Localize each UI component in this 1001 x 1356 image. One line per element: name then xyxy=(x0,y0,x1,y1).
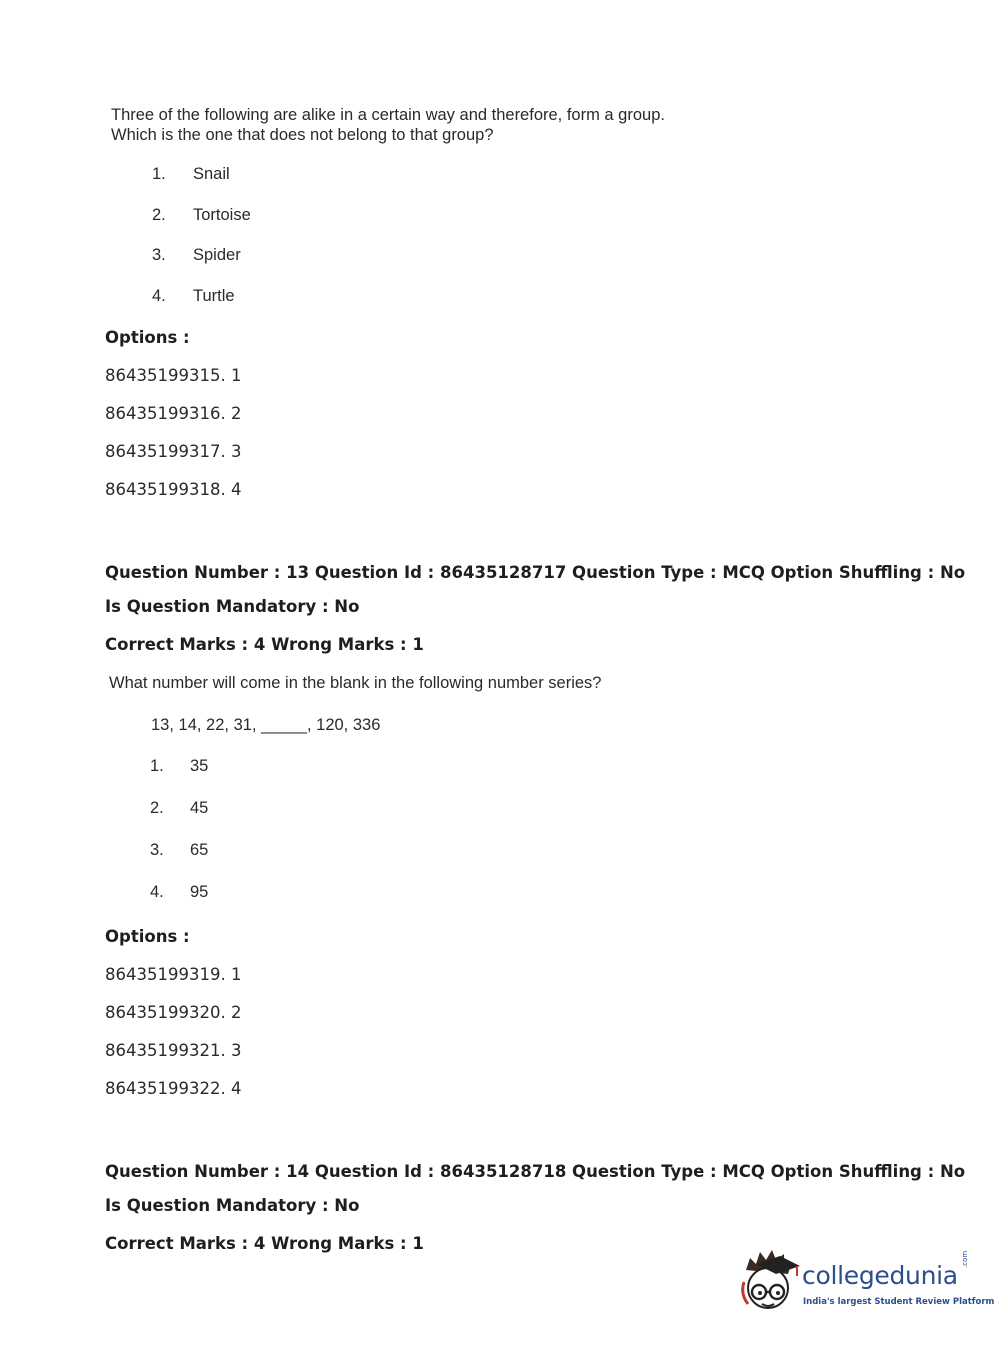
q13-mandatory: Is Question Mandatory : No xyxy=(105,597,360,616)
q14-header: Question Number : 14 Question Id : 86435128718 Question Type : MCQ Option Shuffling : No xyxy=(105,1162,966,1181)
q13-series: 13, 14, 22, 31, _____, 120, 336 xyxy=(151,716,381,734)
q14-marks: Correct Marks : 4 Wrong Marks : 1 xyxy=(105,1234,424,1253)
q12-choice-1: 1. Snail xyxy=(152,165,230,183)
q12-option-1: 86435199315. 1 xyxy=(105,366,242,385)
mascot-icon xyxy=(740,1248,802,1318)
q12-stem: Three of the following are alike in a certain way and therefore, form a group. Which is the one that does not belong to that group? xyxy=(111,106,665,144)
q13-option-3: 86435199321. 3 xyxy=(105,1041,242,1060)
logo-suffix: .com xyxy=(961,1250,969,1268)
q13-choice-3: 3. 65 xyxy=(150,841,209,859)
q13-choice-2: 2. 45 xyxy=(150,799,209,817)
logo-wordmark: collegedunia xyxy=(802,1261,958,1290)
q12-option-4: 86435199318. 4 xyxy=(105,480,242,499)
q13-header: Question Number : 13 Question Id : 86435128717 Question Type : MCQ Option Shuffling : No xyxy=(105,563,966,582)
q12-option-3: 86435199317. 3 xyxy=(105,442,242,461)
q13-option-4: 86435199322. 4 xyxy=(105,1079,242,1098)
q13-stem: What number will come in the blank in the following number series? xyxy=(109,674,602,692)
q13-marks: Correct Marks : 4 Wrong Marks : 1 xyxy=(105,635,424,654)
q13-options-label: Options : xyxy=(105,927,190,946)
q13-choice-1: 1. 35 xyxy=(150,757,209,775)
q13-option-2: 86435199320. 2 xyxy=(105,1003,242,1022)
q12-choice-3: 3. Spider xyxy=(152,246,241,264)
logo-tagline: India's largest Student Review Platform xyxy=(803,1297,995,1307)
q12-choice-4: 4. Turtle xyxy=(152,287,235,305)
q12-choice-2: 2. Tortoise xyxy=(152,206,251,224)
q13-choice-4: 4. 95 xyxy=(150,883,209,901)
q14-mandatory: Is Question Mandatory : No xyxy=(105,1196,360,1215)
collegedunia-logo xyxy=(740,1248,995,1320)
q12-options-label: Options : xyxy=(105,328,190,347)
q13-option-1: 86435199319. 1 xyxy=(105,965,242,984)
q12-option-2: 86435199316. 2 xyxy=(105,404,242,423)
